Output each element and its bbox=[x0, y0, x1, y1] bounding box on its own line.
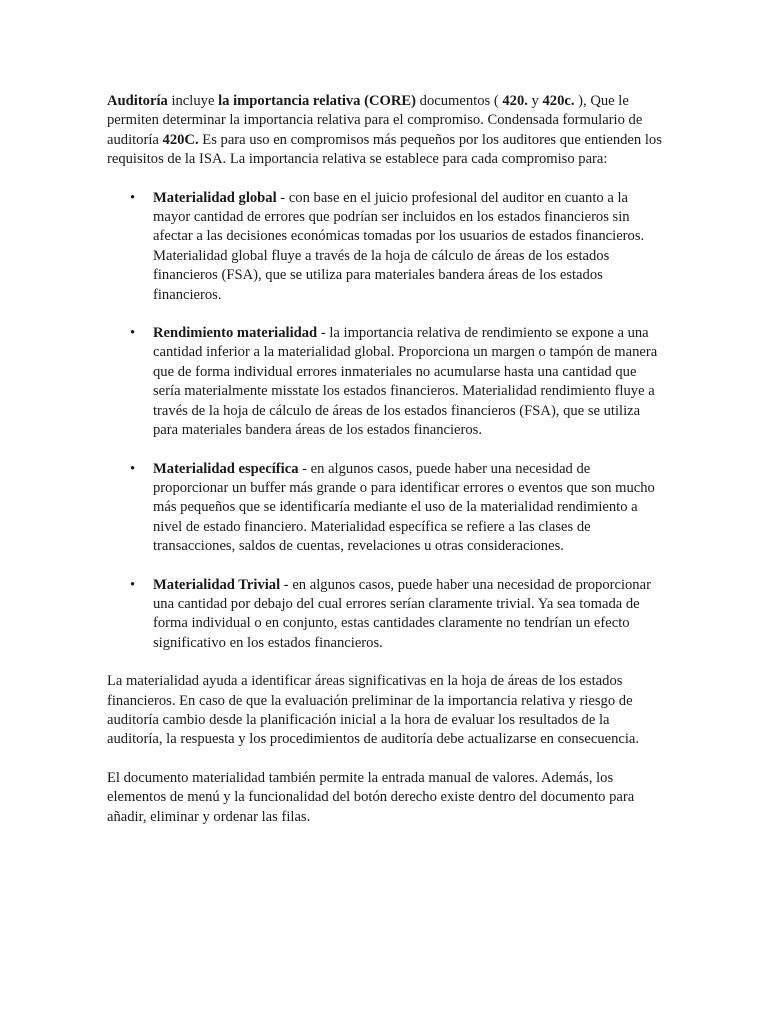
bullet-icon: • bbox=[130, 189, 136, 206]
intro-text: Es para uso en compromisos más pequeños por los auditores que entienden los requisitos de la ISA. La importancia relativa se establece para cada compromiso para: bbox=[107, 131, 662, 168]
bullet-icon: • bbox=[130, 325, 136, 342]
list-item-text: - la importancia relativa de rendimiento se expone a una cantidad inferior a la materialidad global. Proporciona un margen o tampón de manera que de forma individual errores inmateriales no acumularse hasta una cantidad que sería materialmente misstate los estados financieros. Materialidad rendimiento fluye a través de la hoja de cálculo de áreas de los estados financieros (FSA), que se utiliza para materiales bandera áreas de los estados financieros. bbox=[153, 325, 658, 439]
intro-doc-420c: 420c. bbox=[542, 93, 575, 109]
list-item-term: Rendimiento materialidad bbox=[153, 325, 318, 342]
intro-term-core: la importancia relativa (CORE) bbox=[218, 93, 417, 109]
intro-text: ), Que le permiten determinar la importancia relativa para el compromiso. Condensada formulario de auditoría bbox=[107, 93, 643, 148]
document-page bbox=[107, 92, 663, 846]
list-item-text: - con base en el juicio profesional del auditor en cuanto a la mayor cantidad de errores que podrían ser incluidos en los estados financieros sin afectar a las decisiones económicas tomadas por los usuarios de estados financieros. Materialidad global fluye a través de la hoja de cálculo de áreas de los estados financieros (FSA), que se utiliza para materiales bandera áreas de los estados financieros. bbox=[153, 189, 645, 303]
intro-doc-420C: 420C. bbox=[162, 131, 199, 148]
intro-term-auditoria: Auditoría bbox=[107, 93, 168, 109]
intro-paragraph bbox=[107, 92, 663, 170]
list-item-text: - en algunos casos, puede haber una necesidad de proporcionar una cantidad por debajo del cual errores serían claramente trivial. Ya sea tomada de forma individual o en conjunto, estas cantidades claramente no tendrían un efecto significativo en los estados financieros. bbox=[153, 576, 651, 651]
materiality-list bbox=[107, 189, 663, 654]
manual-entry-paragraph: El documento materialidad también permite la entrada manual de valores. Además, los elementos de menú y la funcionalidad del botón derecho existe dentro del documento para añadir, eliminar y ordenar las filas. bbox=[107, 769, 635, 825]
list-item-text: - en algunos casos, puede haber una necesidad de proporcionar un buffer más grande o para identificar errores o eventos que son mucho más pequeños que se identificaría mediante el uso de la materialidad rendimiento a nivel de estado financiero. Materialidad específica se refiere a las clases de transacciones, saldos de cuentas, revelaciones u otras consideraciones. bbox=[153, 460, 655, 555]
bullet-icon: • bbox=[130, 460, 136, 477]
list-item bbox=[107, 189, 663, 305]
intro-text: y bbox=[527, 93, 543, 109]
list-item bbox=[107, 460, 663, 557]
list-item bbox=[107, 324, 663, 440]
intro-text: documentos ( bbox=[416, 93, 503, 109]
list-item-term: Materialidad específica bbox=[153, 460, 299, 477]
intro-text: incluye bbox=[167, 93, 219, 109]
list-item-term: Materialidad Trivial bbox=[153, 576, 281, 593]
list-item-term: Materialidad global bbox=[153, 189, 277, 206]
intro-doc-420: 420. bbox=[502, 93, 528, 109]
significant-areas-paragraph: La materialidad ayuda a identificar áreas significativas en la hoja de áreas de los estados financieros. En caso de que la evaluación preliminar de la importancia relativa y riesgo de auditoría cambio desde la planificación inicial a la hora de evaluar los resultados de la auditoría, la respuesta y los procedimientos de auditoría debe actualizarse en consecuencia. bbox=[107, 673, 640, 748]
list-item bbox=[107, 576, 663, 654]
bullet-icon: • bbox=[130, 576, 136, 593]
